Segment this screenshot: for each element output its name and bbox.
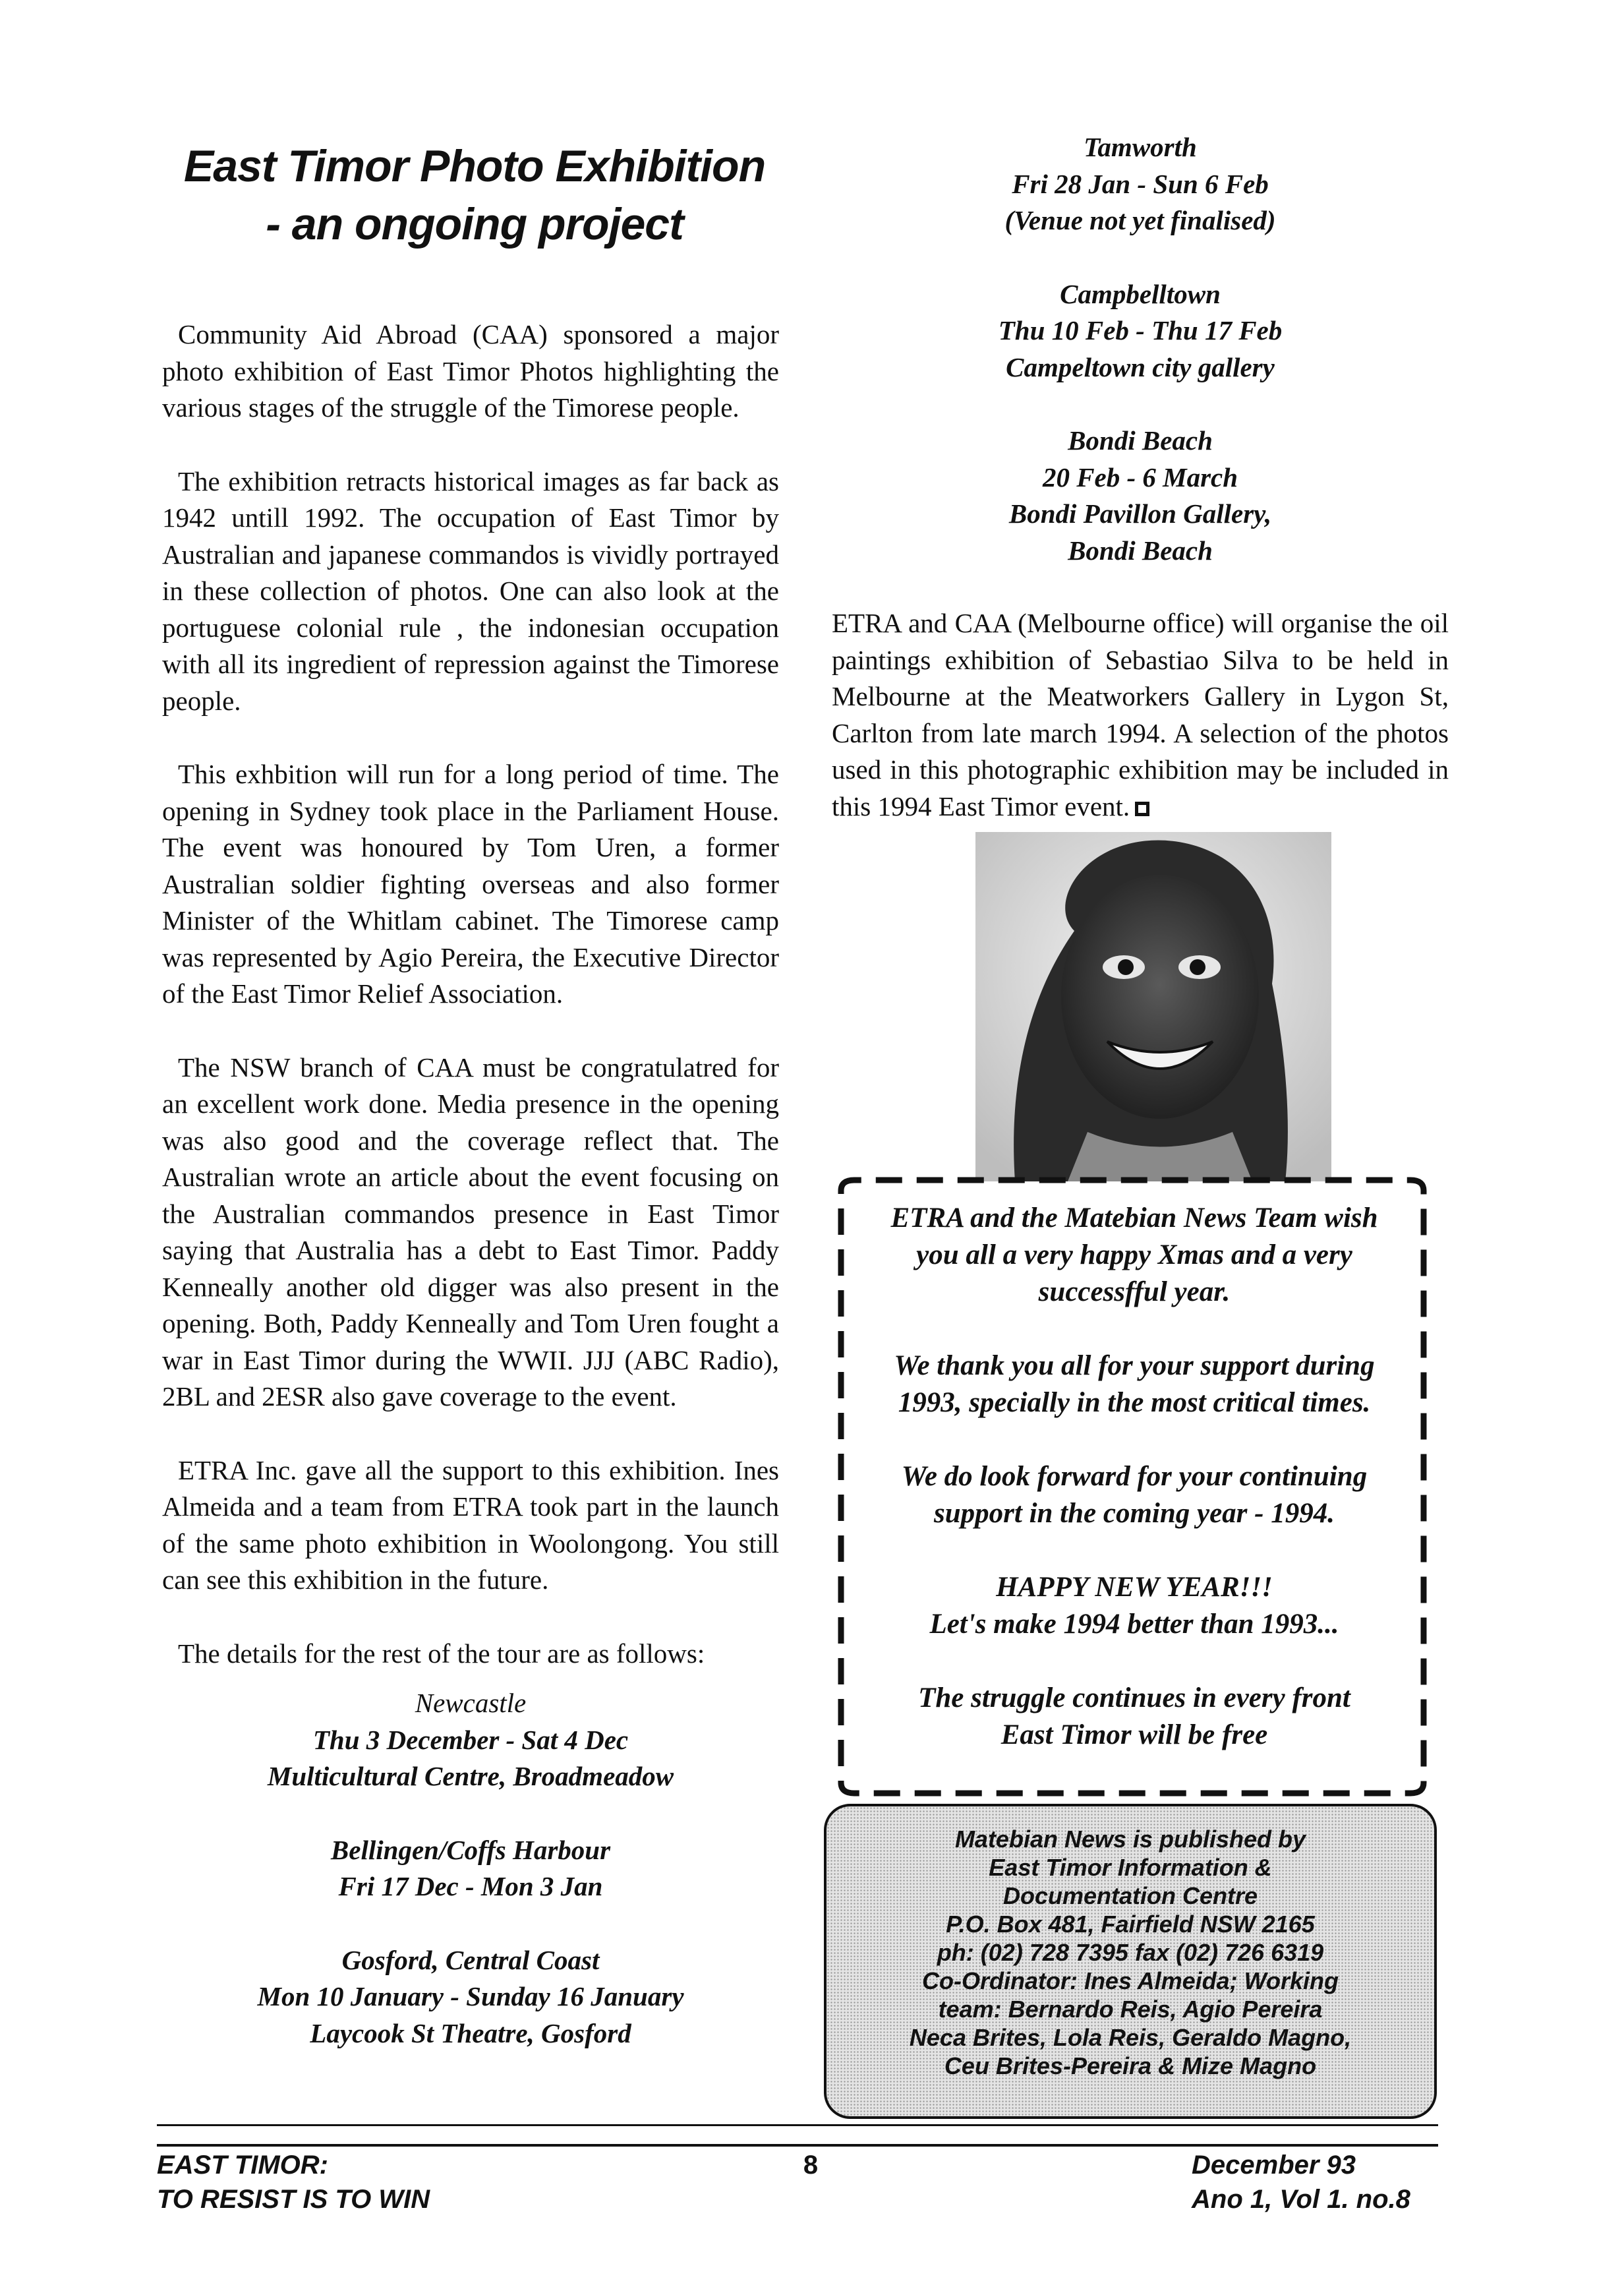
publisher-line: P.O. Box 481, Fairfield NSW 2165 [946, 1911, 1315, 1938]
venue-city: Bellingen/Coffs Harbour [330, 1834, 611, 1865]
venue-bellingen [162, 1832, 779, 1905]
publisher-line: Co-Ordinator: Ines Almeida; Working [921, 1967, 1339, 1994]
venue-tamworth [830, 129, 1450, 239]
closing-paragraph-text: ETRA and CAA (Melbourne office) will organise the oil paintings exhibition of Sebastiao Silva to be held in Melbourne at the Meatworkers Gallery in Lygon St, Carlton from late march 1994. A selection of the photos used in this photographic exhibition may be included in this 1994 East Timor event. [832, 608, 1449, 821]
footer-rule-top [157, 2124, 1438, 2126]
venue-dates: Mon 10 January - Sunday 16 January [257, 1981, 684, 2011]
paragraph-2: The exhibition retracts historical images as far back as 1942 untill 1992. The occupation of East Timor by Australian and japanese commandos is vividly portrayed in these collection of photos. One can also look at the portuguese colonial rule , the indonesian occupation with all its ingredient of repression against the Timorese people. [162, 465, 779, 716]
publisher-info-box [824, 1804, 1437, 2119]
greeting-line: successfful year. [1038, 1276, 1231, 1307]
venue-campbelltown [830, 276, 1450, 386]
footer-slogan-line1: EAST TIMOR: [157, 2151, 328, 2180]
venue-city: Tamworth [1084, 132, 1197, 162]
greeting-line: ETRA and the Matebian News Team wish [890, 1203, 1378, 1234]
greeting-line: The struggle continues in every front [918, 1682, 1350, 1713]
publisher-line: East Timor Information & [989, 1854, 1272, 1881]
footer-slogan [157, 2148, 430, 2216]
greeting-line: 1993, specially in the most critical times. [898, 1387, 1371, 1418]
paragraph-6: The details for the rest of the tour are as follows: [178, 1638, 705, 1669]
page-number: 8 [803, 2151, 819, 2180]
venue-newcastle [162, 1685, 779, 1795]
venue-bondi [830, 423, 1450, 569]
venue-place: Multicultural Centre, Broadmeadow [267, 1761, 674, 1791]
article-title-line2: - an ongoing project [266, 199, 683, 249]
venue-city: Newcastle [415, 1688, 527, 1718]
article-title [145, 137, 804, 253]
venue-place-2: Bondi Beach [1068, 535, 1213, 566]
venue-dates: Thu 3 December - Sat 4 Dec [312, 1724, 629, 1755]
left-column [162, 316, 779, 2089]
venue-place: (Venue not yet finalised) [1004, 205, 1276, 235]
paragraph-1: Community Aid Abroad (CAA) sponsored a major photo exhibition of East Timor Photos highlighting the various stages of the struggle of the Timorese people. [162, 319, 779, 423]
venue-dates: Thu 10 Feb - Thu 17 Feb [998, 315, 1283, 345]
footer-rule-bottom [157, 2144, 1438, 2147]
tour-venues-right [830, 129, 1450, 606]
venue-dates: Fri 17 Dec - Mon 3 Jan [338, 1871, 603, 1901]
child-portrait-photo [975, 832, 1331, 1181]
greeting-text [854, 1200, 1414, 1791]
venue-dates: Fri 28 Jan - Sun 6 Feb [1012, 168, 1269, 199]
greeting-line: Let's make 1994 better than 1993... [929, 1609, 1339, 1640]
publisher-line: Documentation Centre [1002, 1882, 1258, 1909]
venue-place: Campeltown city gallery [1006, 351, 1275, 382]
closing-paragraph [832, 605, 1449, 825]
paragraph-3: This exhbition will run for a long period of time. The opening in Sydney took place in the Parliament House. The event was honoured by Tom Uren, a former Australian soldier fighting overseas and also former Minister of the Whitlam cabinet. The Timorese camp was represented by Agio Pereira, the Executive Director of the East Timor Relief Association. [162, 759, 779, 1009]
paragraph-5: ETRA Inc. gave all the support to this exhibition. Ines Almeida and a team from ETRA took part in the launch of the same photo exhibition in Woolongong. You still can see this exhibition in the future. [162, 1454, 779, 1595]
publisher-line: Neca Brites, Lola Reis, Geraldo Magno, [909, 2024, 1352, 2051]
greeting-line: We do look forward for your continuing [901, 1461, 1368, 1492]
publisher-line: Matebian News is published by [954, 1826, 1306, 1853]
greeting-line: We thank you all for your support during [894, 1350, 1375, 1381]
venue-dates: 20 Feb - 6 March [1042, 461, 1238, 492]
footer-issue-date: December 93 [1192, 2151, 1356, 2180]
greeting-box [828, 1174, 1437, 1800]
venue-gosford [162, 1942, 779, 2052]
paragraph-4: The NSW branch of CAA must be congratulatred for an excellent work done. Media presence in the opening was also good and the coverage reflect that. The Australian wrote an article about the event focusing on the Australian commandos presence in East Timor saying that Australia has a debt to East Timor. Paddy Kenneally another old digger was also present in the opening. Both, Paddy Kenneally and Tom Uren fought a war in East Timor during the WWII. JJJ (ABC Radio), 2BL and 2ESR also gave coverage to the event. [162, 1052, 779, 1412]
greeting-line: support in the coming year - 1994. [933, 1498, 1335, 1529]
venue-city: Bondi Beach [1068, 425, 1213, 456]
greeting-line: HAPPY NEW YEAR!!! [996, 1572, 1273, 1603]
venue-city: Campbelltown [1060, 278, 1221, 309]
article-title-line1: East Timor Photo Exhibition [183, 141, 766, 191]
footer-issue-info [1192, 2148, 1442, 2216]
publisher-line: Ceu Brites-Pereira & Mize Magno [944, 2052, 1317, 2079]
greeting-line: East Timor will be free [1000, 1719, 1268, 1750]
publisher-line: ph: (02) 728 7395 fax (02) 726 6319 [937, 1939, 1324, 1966]
end-of-article-icon [1135, 802, 1149, 816]
venue-city: Gosford, Central Coast [341, 1944, 600, 1975]
venue-place: Laycook St Theatre, Gosford [310, 2017, 631, 2048]
footer-issue-volume: Ano 1, Vol 1. no.8 [1192, 2185, 1410, 2214]
footer-slogan-line2: TO RESIST IS TO WIN [157, 2185, 430, 2214]
greeting-line: you all a very happy Xmas and a very [916, 1239, 1352, 1270]
publisher-line: team: Bernardo Reis, Agio Pereira [938, 1996, 1323, 2023]
publisher-info-text [826, 1825, 1434, 2080]
tour-venues-left [162, 1685, 779, 2052]
venue-place: Bondi Pavillon Gallery, [1008, 498, 1272, 529]
